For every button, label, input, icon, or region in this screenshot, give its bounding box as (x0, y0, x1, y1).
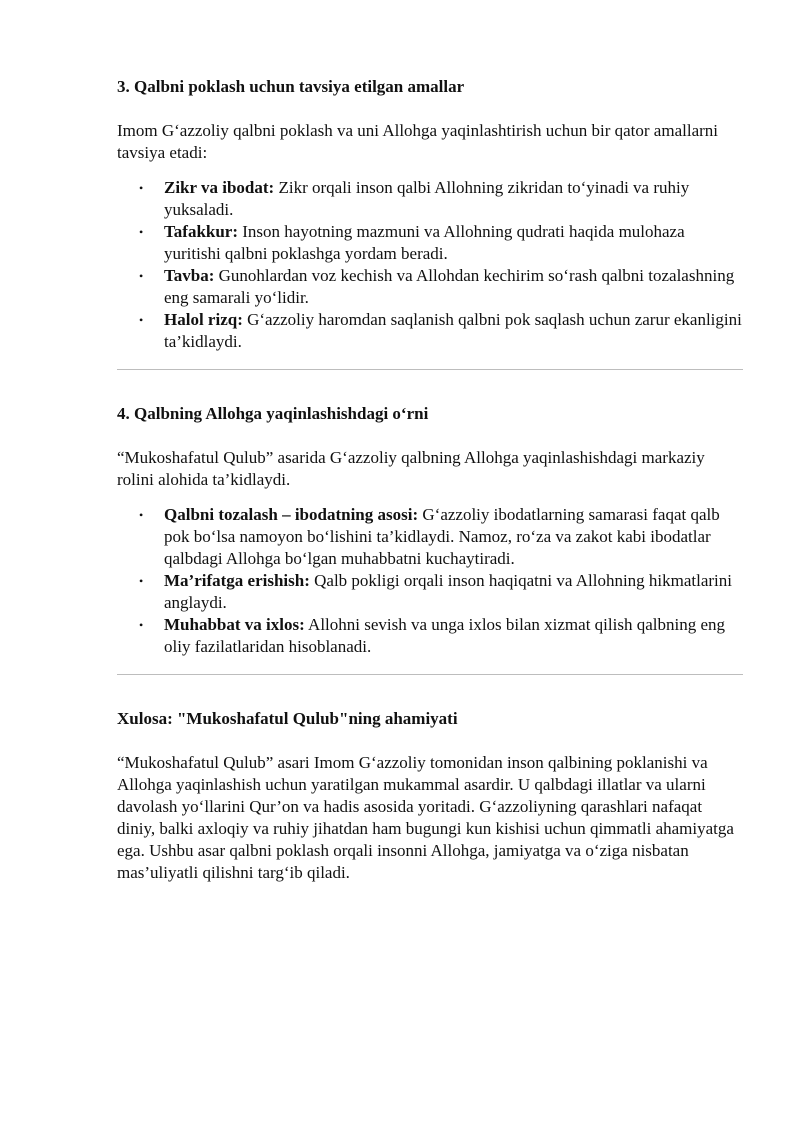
item-term: Tavba: (164, 266, 215, 285)
section-conclusion (117, 708, 743, 884)
section-intro: Imom G‘azzoliy qalbni poklash va uni Allohga yaqinlashtirish uchun bir qator amallarni tavsiya etadi: (117, 121, 719, 162)
item-term: Zikr va ibodat: (164, 178, 275, 197)
item-text: Inson hayotning mazmuni va Allohning qudrati haqida mulohaza yuritishi qalbni poklashga yordam beradi. (164, 222, 685, 263)
section-heading: 3. Qalbni poklash uchun tavsiya etilgan amallar (117, 77, 465, 96)
item-text: G‘azzoliy haromdan saqlanish qalbni pok saqlash uchun zarur ekanligini ta’kidlaydi. (164, 310, 742, 351)
list-item (117, 221, 743, 265)
bullet-icon: • (139, 225, 144, 239)
item-text: Gunohlardan voz kechish va Allohdan kechirim so‘rash qalbni tozalashning eng samarali yo‘lidir. (164, 266, 735, 307)
item-term: Ma’rifatga erishish: (164, 571, 310, 590)
item-term: Halol rizq: (164, 310, 243, 329)
bullet-icon: • (139, 574, 144, 588)
item-term: Qalbni tozalash – ibodatning asosi: (164, 505, 419, 524)
section-intro: “Mukoshafatul Qulub” asarida G‘azzoliy qalbning Allohga yaqinlashishdagi markaziy rolini alohida ta’kidlaydi. (117, 448, 705, 489)
conclusion-body: “Mukoshafatul Qulub” asari Imom G‘azzoliy tomonidan inson qalbining poklanishi va Allohga yaqinlashish uchun yaratilgan mukammal asardir. U qalbdagi illatlar va ularni davolash yo‘llarini Qur’on va hadis asosida yoritadi. G‘azzoliyning qarashlari nafaqat diniy, balki axloqiy va ruhiy jihatdan ham bugungi kun kishisi uchun qimmatli ahamiyatga ega. Ushbu asar qalbni poklash orqali insonni Allohga, jamiyatga va o‘ziga nisbatan mas’uliyatli qilishni targ‘ib qiladi. (117, 753, 734, 882)
section-heading: Xulosa: "Mukoshafatul Qulub"ning ahamiyati (117, 709, 458, 728)
list-item (117, 570, 743, 614)
item-term: Muhabbat va ixlos: (164, 615, 305, 634)
item-term: Tafakkur: (164, 222, 239, 241)
item-text: Zikr orqali inson qalbi Allohning zikridan to‘yinadi va ruhiy yuksaladi. (164, 178, 690, 219)
bullet-icon: • (139, 508, 144, 522)
section-heart-role (117, 403, 743, 658)
list-item (117, 265, 743, 309)
bullet-icon: • (139, 181, 144, 195)
heart-role-list (117, 504, 743, 658)
bullet-icon: • (139, 618, 144, 632)
list-item (117, 309, 743, 353)
bullet-icon: • (139, 313, 144, 327)
item-text: Allohni sevish va unga ixlos bilan xizmat qilish qalbning eng oliy fazilatlaridan hisoblanadi. (164, 615, 725, 656)
list-item (117, 614, 743, 658)
bullet-icon: • (139, 269, 144, 283)
list-item (117, 504, 743, 570)
section-heading: 4. Qalbning Allohga yaqinlashishdagi o‘rni (117, 404, 429, 423)
list-item (117, 177, 743, 221)
section-recommended-practices (117, 76, 743, 353)
practices-list (117, 177, 743, 353)
item-text: G‘azzoliy ibodatlarning samarasi faqat qalb pok bo‘lsa namoyon bo‘lishini ta’kidlaydi. Namoz, ro‘za va zakot kabi ibodatlar qalbdagi Allohga bo‘lgan muhabbatni kuchaytiradi. (164, 505, 720, 568)
item-text: Qalb pokligi orqali inson haqiqatni va Allohning hikmatlarini anglaydi. (164, 571, 733, 612)
document-page (117, 76, 743, 884)
